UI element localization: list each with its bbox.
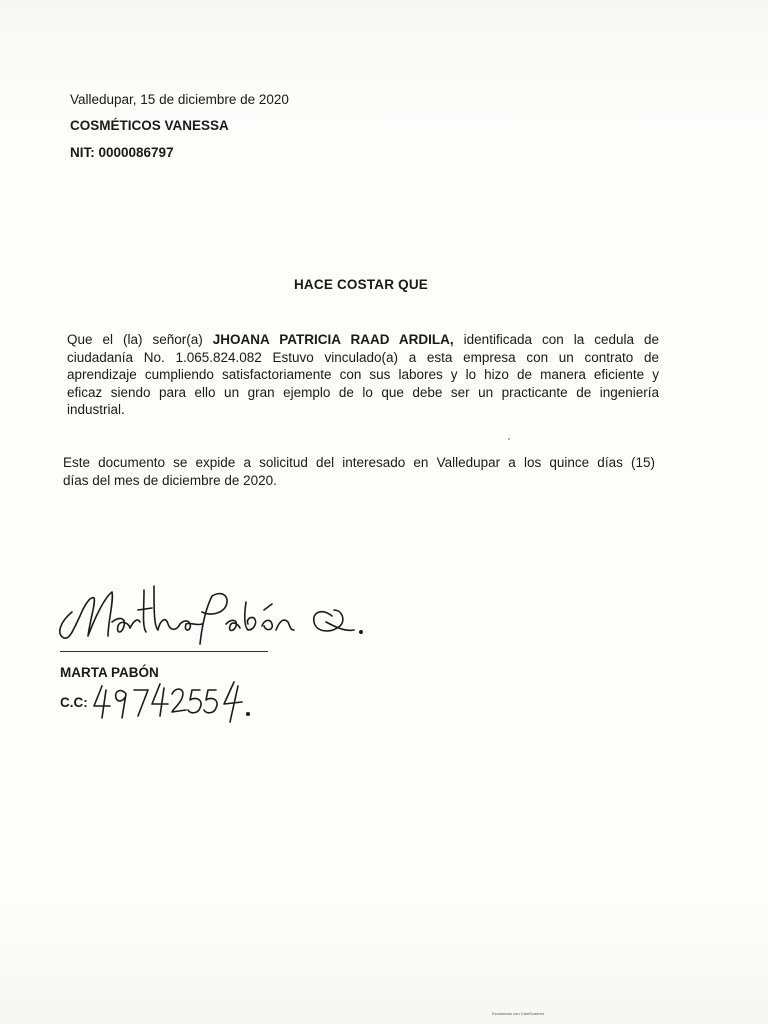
issuance-paragraph [63,454,655,489]
scanner-watermark: Escaneado con CamScanner [492,1011,545,1016]
line-text: Que el (la) señor(a) [67,332,203,347]
paragraph-line: industrial. [67,402,125,417]
company-name: COSMÉTICOS VANESSA [70,118,229,133]
signer-name: MARTA PABÓN [60,665,159,680]
employee-name: JHOANA PATRICIA RAAD ARDILA, [212,332,454,347]
paragraph-line: días del mes de diciembre de 2020. [63,472,277,488]
paragraph-line: aprendizaje cumpliendo satisfactoriamente con sus labores y lo hizo de manera eficiente y [67,367,659,382]
paragraph-line: Este documento se expide a solicitud del interesado en Valledupar a los quince días (15) [63,455,655,470]
paragraph-line [67,331,659,349]
paragraph-line: ciudadanía No. 1.065.824.082 Estuvo vinculado(a) a esta empresa con un contrato de [67,349,659,365]
handwritten-signature [50,560,380,655]
handwritten-cc-number [88,678,258,723]
cc-label: C.C: [60,695,88,710]
company-nit: NIT: 0000086797 [70,145,174,160]
date-line: Valledupar, 15 de diciembre de 2020 [70,92,289,107]
paragraph-line: eficaz siendo para ello un gran ejemplo de lo que debe ser un practicante de ingeniería [67,384,659,400]
line-text: identificada con la cedula de [463,332,659,347]
scan-speck [508,438,510,440]
signature-line [60,651,268,652]
certification-paragraph [67,331,659,419]
document-title: HACE COSTAR QUE [293,277,428,292]
